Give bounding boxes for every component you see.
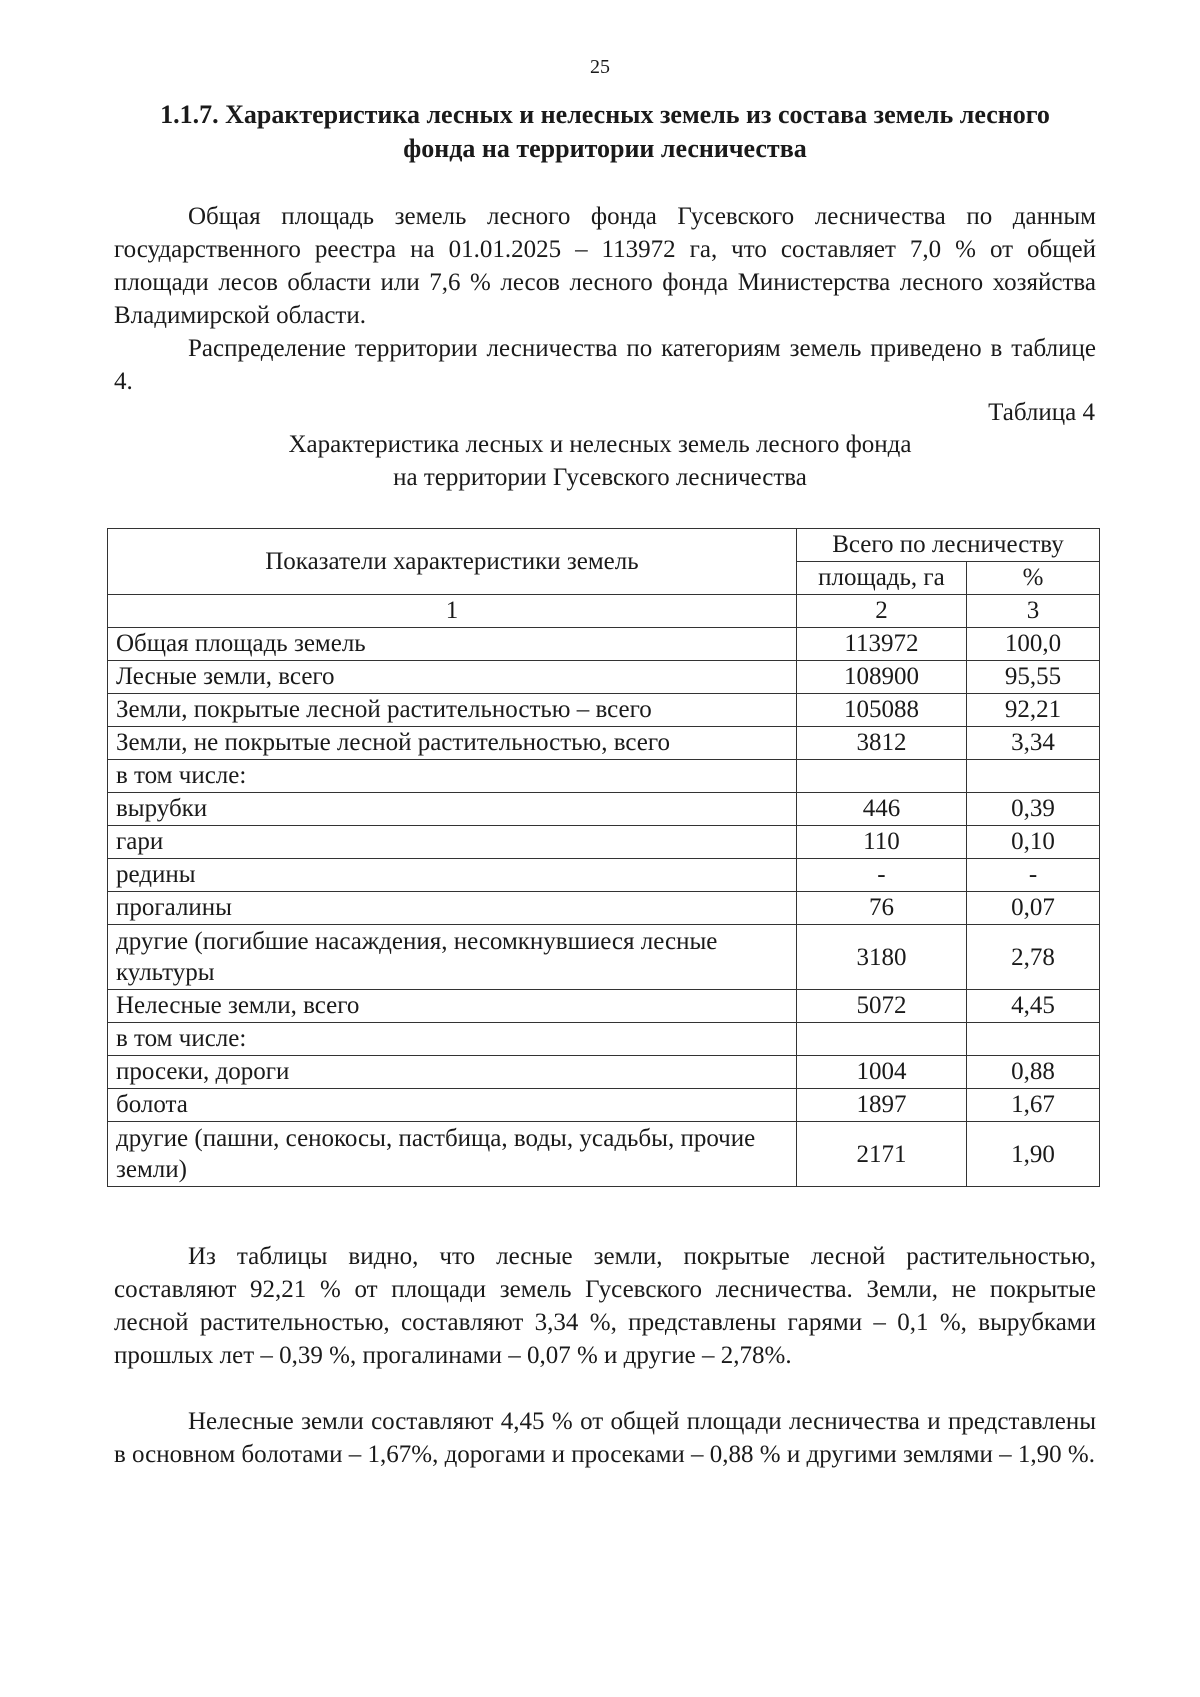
row-area: 1004 [796, 1056, 966, 1089]
row-area: 105088 [796, 694, 966, 727]
row-label: вырубки [108, 793, 797, 826]
header-total-group: Всего по лесничеству [796, 529, 1099, 562]
row-area [796, 1023, 966, 1056]
header-area: площадь, га [796, 562, 966, 595]
row-label: Лесные земли, всего [108, 661, 797, 694]
row-label: прогалины [108, 892, 797, 925]
table-row [108, 793, 1100, 826]
header-column-number-1: 1 [108, 595, 797, 628]
page-number: 25 [590, 56, 610, 78]
row-label: в том числе: [108, 1023, 797, 1056]
table-row [108, 1122, 1100, 1187]
section-heading-line-2: фонда на территории лесничества [403, 134, 807, 163]
row-area: 108900 [796, 661, 966, 694]
row-percent: 1,90 [966, 1122, 1099, 1187]
table-label: Таблица 4 [988, 399, 1095, 426]
row-area: 3812 [796, 727, 966, 760]
row-label: гари [108, 826, 797, 859]
row-label: другие (пашни, сенокосы, пастбища, воды, усадьбы, прочие земли) [108, 1122, 797, 1187]
row-label: в том числе: [108, 760, 797, 793]
row-percent: 4,45 [966, 990, 1099, 1023]
row-label: просеки, дороги [108, 1056, 797, 1089]
header-column-number-3: 3 [966, 595, 1099, 628]
row-area: 1897 [796, 1089, 966, 1122]
row-area [796, 760, 966, 793]
row-percent: 0,07 [966, 892, 1099, 925]
row-percent: 2,78 [966, 925, 1099, 990]
paragraph-distribution: Распределение территории лесничества по категориям земель приведено в таблице 4. [114, 335, 1096, 395]
table-row [108, 990, 1100, 1023]
row-percent [966, 1023, 1099, 1056]
row-label: Земли, не покрытые лесной растительностью, всего [108, 727, 797, 760]
table-row [108, 892, 1100, 925]
row-percent: 0,10 [966, 826, 1099, 859]
section-heading-line-1: 1.1.7. Характеристика лесных и нелесных земель из состава земель лесного [160, 100, 1050, 129]
table-row [108, 727, 1100, 760]
row-label: другие (погибшие насаждения, несомкнувшиеся лесные культуры [108, 925, 797, 990]
row-area: 113972 [796, 628, 966, 661]
row-label: болота [108, 1089, 797, 1122]
row-area: 110 [796, 826, 966, 859]
section-heading [110, 98, 1100, 166]
table-title-line-2: на территории Гусевского лесничества [393, 464, 807, 491]
header-column-number-2: 2 [796, 595, 966, 628]
row-percent [966, 760, 1099, 793]
table-row [108, 760, 1100, 793]
row-label: редины [108, 859, 797, 892]
paragraph-total-area: Общая площадь земель лесного фонда Гусевского лесничества по данным государственного реестра на 01.01.2025 – 113972 га, что составляет 7,0 % от общей площади лесов области или 7,6 % лесов лесного фонда Министерства лесного хозяйства Владимирской области. [114, 203, 1096, 329]
row-percent: 92,21 [966, 694, 1099, 727]
row-area: 76 [796, 892, 966, 925]
paragraph-nonforest-summary: Нелесные земли составляют 4,45 % от общей площади лесничества и представлены в основном болотами – 1,67%, дорогами и просеками – 0,88 % и другими землями – 1,90 %. [114, 1408, 1096, 1468]
table-row [108, 1089, 1100, 1122]
table-row [108, 628, 1100, 661]
row-percent: 1,67 [966, 1089, 1099, 1122]
row-percent: 95,55 [966, 661, 1099, 694]
table-row [108, 826, 1100, 859]
land-characteristics-table [107, 528, 1100, 1187]
row-area: 3180 [796, 925, 966, 990]
row-percent: 3,34 [966, 727, 1099, 760]
row-percent: 100,0 [966, 628, 1099, 661]
table-title [200, 428, 1000, 494]
table-row [108, 1056, 1100, 1089]
table-row [108, 859, 1100, 892]
row-area: 446 [796, 793, 966, 826]
row-label: Общая площадь земель [108, 628, 797, 661]
row-percent: - [966, 859, 1099, 892]
header-percent: % [966, 562, 1099, 595]
paragraph-forest-summary: Из таблицы видно, что лесные земли, покрытые лесной растительностью, составляют 92,21 % от площади земель Гусевского лесничества. Земли, не покрытые лесной растительностью, составляют 3,34 %, представлены гарями – 0,1 %, вырубками прошлых лет – 0,39 %, прогалинами – 0,07 % и другие – 2,78%. [114, 1243, 1096, 1369]
row-percent: 0,88 [966, 1056, 1099, 1089]
row-area: - [796, 859, 966, 892]
table-body [108, 628, 1100, 1187]
header-indicator: Показатели характеристики земель [108, 529, 797, 595]
row-area: 5072 [796, 990, 966, 1023]
row-percent: 0,39 [966, 793, 1099, 826]
row-label: Нелесные земли, всего [108, 990, 797, 1023]
row-area: 2171 [796, 1122, 966, 1187]
table-row [108, 925, 1100, 990]
table-row [108, 661, 1100, 694]
row-label: Земли, покрытые лесной растительностью – всего [108, 694, 797, 727]
table-row [108, 1023, 1100, 1056]
table-title-line-1: Характеристика лесных и нелесных земель лесного фонда [288, 431, 912, 458]
table-row [108, 694, 1100, 727]
